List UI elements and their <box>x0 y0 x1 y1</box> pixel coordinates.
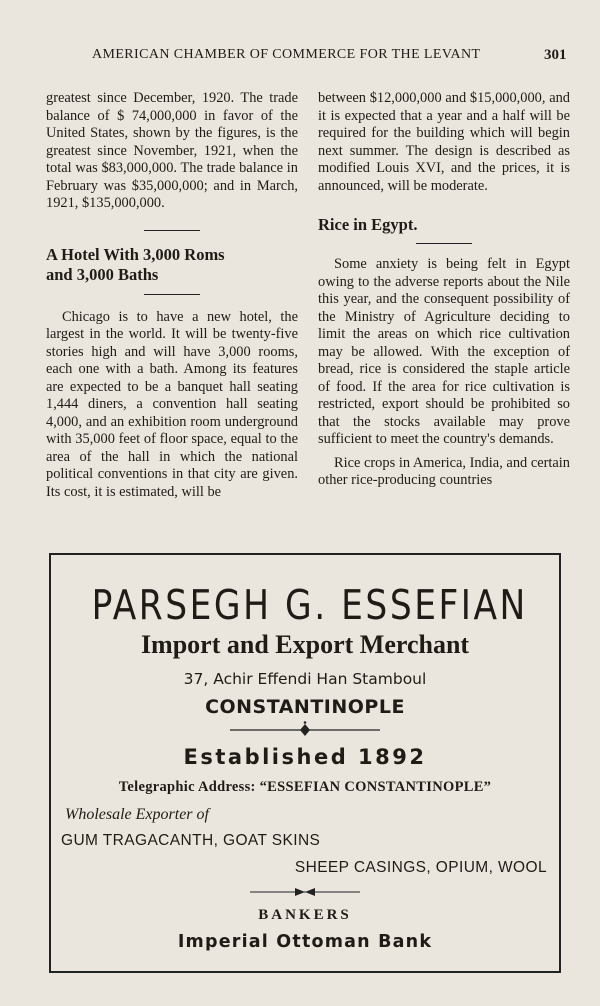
hotel-heading-line1: A Hotel With 3,000 Roms <box>46 244 225 264</box>
ad-bank-name: Imperial Ottoman Bank <box>177 932 433 952</box>
ad-bankers-label: BANKERS <box>258 907 352 923</box>
running-header <box>0 44 600 68</box>
rice-paragraph-2: Rice crops in America, India, and certain other rice-producing countries <box>318 454 570 488</box>
left-column <box>46 90 298 501</box>
hotel-paragraph: Chicago is to have a new hotel, the largest in the world. It will be twenty-five stories high and will have 3,000 rooms, each one with a bath. Among its features are expected to be a banquet hall seating 1,444 diners, a convention hall seating 4,000, and an exhibition room underground with 35,000 feet of floor space, equal to the area of the hall in which the national political conventions in that city are given. Its cost, it is estimated, will be <box>46 308 298 500</box>
rice-heading: Rice in Egypt. <box>318 215 418 234</box>
ornament-divider <box>51 887 559 897</box>
ad-address: 37, Achir Effendi Han Stamboul <box>183 670 427 688</box>
hotel-heading-line2: and 3,000 Baths <box>46 264 159 284</box>
ad-established: Established 1892 <box>183 745 427 769</box>
page-number: 301 <box>544 47 567 63</box>
trade-balance-paragraph: greatest since December, 1920. The trade balance of $ 74,000,000 in favor of the United States, shown by the figures, is the greatest since November, 1921, when the total was $83,000,000. The trade balance in February was $35,000,000; and in March, 1921, $135,000,000. <box>46 90 298 211</box>
right-column <box>318 90 570 490</box>
diamond-ornament-icon <box>230 721 380 737</box>
hotel-continued-paragraph: between $12,000,000 and $15,000,000, and it is expected that a year and a half will be required for the building which will begin next summer. The design is described as modified Louis XVI, and the prices, it is announced, will be moderate. <box>318 90 570 194</box>
essefian-advertisement <box>49 553 561 973</box>
ad-goods-line-1: GUM TRAGACANTH, GOAT SKINS <box>61 832 321 849</box>
ad-merchant-name: PARSEGH G. ESSEFIAN <box>91 581 528 629</box>
ad-merchant-title: Import and Export Merchant <box>140 630 470 659</box>
bowtie-ornament-icon <box>250 887 360 897</box>
ornament-divider <box>51 721 559 737</box>
ad-telegraphic-address: Telegraphic Address: “ESSEFIAN CONSTANTINOPLE” <box>118 779 492 795</box>
rice-paragraph-1: Some anxiety is being felt in Egypt owing to the adverse reports about the Nile this year, and the consequent possibility of the Ministry of Agriculture deciding to limit the areas on which rice cultivation may be allowed. With the exception of bread, rice is considered the staple article of food. If the area for rice cultivation is restricted, export should be prohibited so that the stocks available may prove sufficient to meet the country's demands. <box>318 256 570 447</box>
ad-exporter-label: Wholesale Exporter of <box>65 806 209 823</box>
journal-title: AMERICAN CHAMBER OF COMMERCE FOR THE LEVANT <box>92 47 481 62</box>
ad-goods-line-2: SHEEP CASINGS, OPIUM, WOOL <box>294 859 547 876</box>
ad-city: CONSTANTINOPLE <box>205 696 405 718</box>
